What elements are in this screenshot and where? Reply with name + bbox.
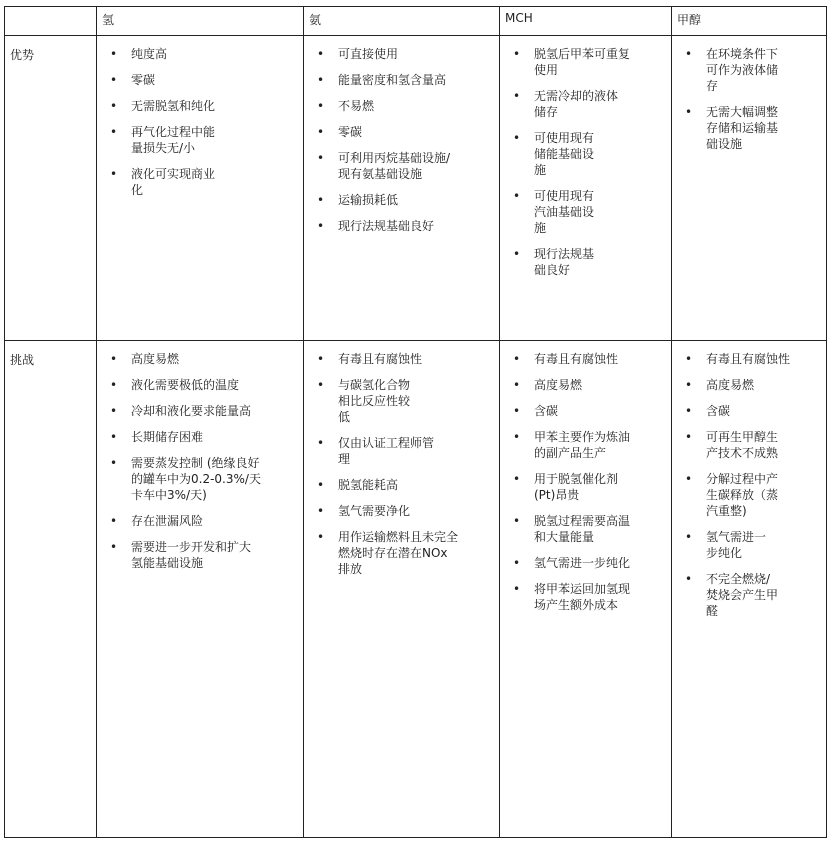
- list-item: • 无需冷却的液体 储存: [500, 88, 671, 120]
- list-item: • 可利用丙烷基础设施/ 现有氨基础设施: [304, 150, 499, 182]
- list-item: • 有毒且有腐蚀性: [304, 351, 499, 367]
- header-cell-empty: [5, 7, 97, 36]
- list-item: • 高度易燃: [500, 377, 671, 393]
- list-item: • 用于脱氢催化剂 (Pt)昂贵: [500, 471, 671, 503]
- list-item: • 冷却和液化要求能量高: [97, 403, 303, 419]
- list-item: • 液化需要极低的温度: [97, 377, 303, 393]
- list-item: • 纯度高: [97, 46, 303, 62]
- cell-challenges-methanol: [672, 341, 827, 838]
- list-item: • 氢气需进一 步纯化: [672, 529, 826, 561]
- cell-challenges-ammonia: [304, 341, 500, 838]
- list-item: • 长期储存困难: [97, 429, 303, 445]
- list-item: • 氢气需进一步纯化: [500, 555, 671, 571]
- list-item: • 有毒且有腐蚀性: [500, 351, 671, 367]
- list-challenges-ammonia: [304, 341, 499, 577]
- list-item: • 零碳: [304, 124, 499, 140]
- list-item: • 存在泄漏风险: [97, 513, 303, 529]
- advantages-row: [5, 36, 827, 341]
- list-item: • 现行法规基 础良好: [500, 246, 671, 278]
- list-item: • 含碳: [672, 403, 826, 419]
- list-item: • 需要蒸发控制 (绝缘良好 的罐车中为0.2-0.3%/天 卡车中3%/天): [97, 455, 303, 503]
- cell-challenges-mch: [500, 341, 672, 838]
- list-item: • 可直接使用: [304, 46, 499, 62]
- list-item: • 需要进一步开发和扩大 氢能基础设施: [97, 539, 303, 571]
- list-item: • 可使用现有 储能基础设 施: [500, 130, 671, 178]
- list-item: • 能量密度和氢含量高: [304, 72, 499, 88]
- list-item: • 有毒且有腐蚀性: [672, 351, 826, 367]
- list-item: • 无需大幅调整 存储和运输基 础设施: [672, 104, 826, 152]
- list-item: • 含碳: [500, 403, 671, 419]
- challenges-row: [5, 341, 827, 838]
- list-item: • 可再生甲醇生 产技术不成熟: [672, 429, 826, 461]
- header-mch: MCH: [500, 7, 672, 36]
- list-item: • 与碳氢化合物 相比反应性较 低: [304, 377, 499, 425]
- list-challenges-hydrogen: [97, 341, 303, 571]
- list-item: • 将甲苯运回加氢现 场产生额外成本: [500, 581, 671, 613]
- list-item: • 脱氢过程需要高温 和大量能量: [500, 513, 671, 545]
- cell-advantages-hydrogen: [97, 36, 304, 341]
- list-item: • 无需脱氢和纯化: [97, 98, 303, 114]
- row-label-challenges: 挑战: [5, 341, 97, 838]
- header-row: [5, 7, 827, 36]
- list-item: • 零碳: [97, 72, 303, 88]
- list-challenges-mch: [500, 341, 671, 613]
- cell-advantages-mch: [500, 36, 672, 341]
- list-item: • 不完全燃烧/ 焚烧会产生甲 醛: [672, 571, 826, 619]
- list-advantages-mch: [500, 36, 671, 278]
- header-hydrogen: 氢: [97, 7, 304, 36]
- list-item: • 氢气需要净化: [304, 503, 499, 519]
- list-advantages-methanol: [672, 36, 826, 152]
- list-item: • 现行法规基础良好: [304, 218, 499, 234]
- list-advantages-ammonia: [304, 36, 499, 234]
- comparison-table: [4, 6, 827, 838]
- list-item: • 甲苯主要作为炼油 的副产品生产: [500, 429, 671, 461]
- list-item: • 仅由认证工程师管 理: [304, 435, 499, 467]
- list-item: • 用作运输燃料且未完全 燃烧时存在潜在NOx 排放: [304, 529, 499, 577]
- list-item: • 高度易燃: [672, 377, 826, 393]
- list-item: • 再气化过程中能 量损失无/小: [97, 124, 303, 156]
- list-item: • 高度易燃: [97, 351, 303, 367]
- cell-advantages-ammonia: [304, 36, 500, 341]
- list-advantages-hydrogen: [97, 36, 303, 198]
- list-item: • 不易燃: [304, 98, 499, 114]
- cell-advantages-methanol: [672, 36, 827, 341]
- list-item: • 液化可实现商业 化: [97, 166, 303, 198]
- cell-challenges-hydrogen: [97, 341, 304, 838]
- row-label-advantages: 优势: [5, 36, 97, 341]
- list-item: • 可使用现有 汽油基础设 施: [500, 188, 671, 236]
- list-item: • 分解过程中产 生碳释放（蒸 汽重整): [672, 471, 826, 519]
- header-methanol: 甲醇: [672, 7, 827, 36]
- list-item: • 在环境条件下 可作为液体储 存: [672, 46, 826, 94]
- list-challenges-methanol: [672, 341, 826, 619]
- header-ammonia: 氨: [304, 7, 500, 36]
- list-item: • 脱氢后甲苯可重复 使用: [500, 46, 671, 78]
- list-item: • 脱氢能耗高: [304, 477, 499, 493]
- list-item: • 运输损耗低: [304, 192, 499, 208]
